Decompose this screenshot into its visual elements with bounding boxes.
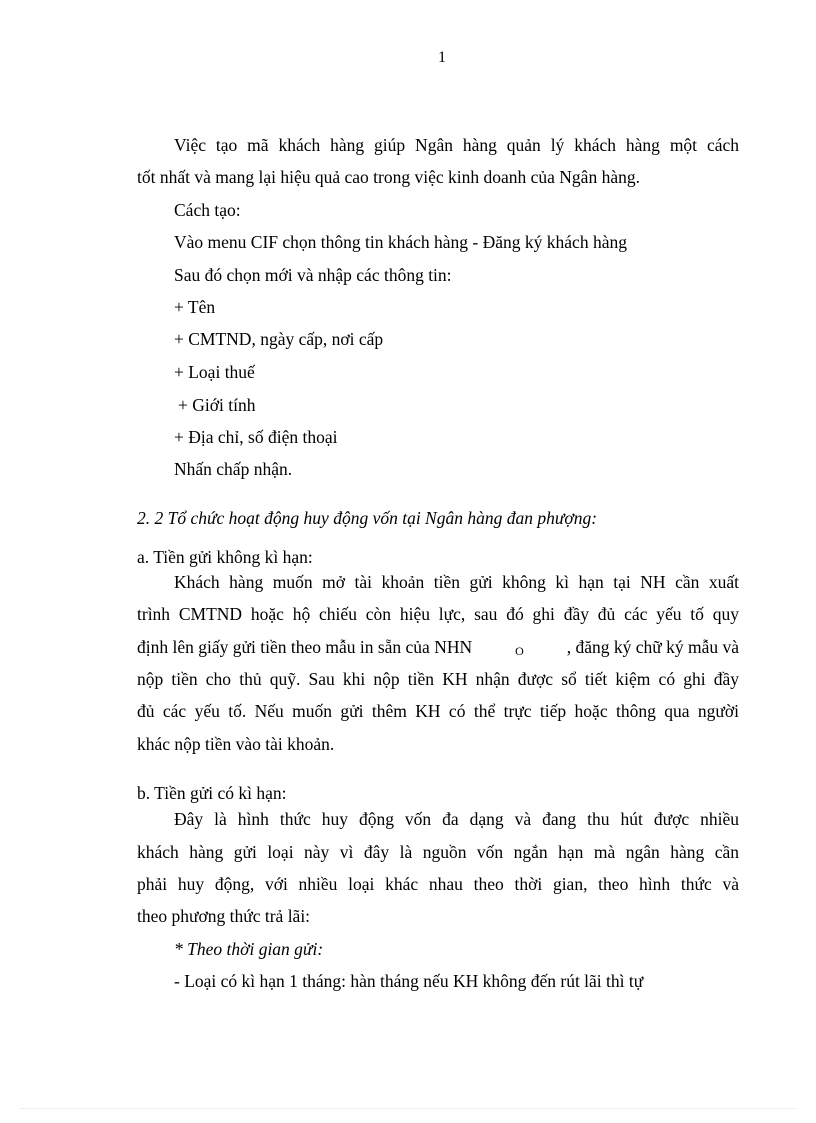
sub-heading: * Theo thời gian gửi: [174,939,324,959]
list-item: + CMTND, ngày cấp, nơi cấp [174,329,384,349]
page-bottom-rule [20,1108,796,1109]
paragraph-line [137,636,739,658]
paragraph-line: Khách hàng muốn mở tài khoản tiền gửi không kì hạn tại NH cần xuất [174,572,739,592]
step-text: Vào menu CIF chọn thông tin khách hàng - Đăng ký khách hàng [174,232,627,252]
section-heading: 2. 2 Tổ chức hoạt động huy động vốn tại Ngân hàng đan phượng: [137,508,598,528]
subscript-text: O [515,644,524,658]
paragraph-line: đủ các yếu tố. Nếu muốn gửi thêm KH có thể trực tiếp hoặc thông qua người [137,701,739,721]
paragraph-line: tốt nhất và mang lại hiệu quả cao trong việc kinh doanh của Ngân hàng. [137,167,640,187]
page-number: 1 [438,49,446,66]
paragraph-line: trình CMTND hoặc hộ chiếu còn hiệu lực, sau đó ghi đầy đủ các yếu tố quy [137,604,739,624]
paragraph-line: Đây là hình thức huy động vốn đa dạng và đang thu hút được nhiều [174,809,739,829]
line-segment: , đăng ký chữ ký mẫu và [566,637,739,657]
paragraph-line: theo phương thức trả lãi: [137,906,311,926]
step-text: Sau đó chọn mới và nhập các thông tin: [174,265,452,285]
paragraph-line: nộp tiền cho thủ quỹ. Sau khi nộp tiền KH nhận được sổ tiết kiệm có ghi đầy [137,669,739,689]
how-to-title: Cách tạo: [174,200,241,220]
subsection-title: b. Tiền gửi có kì hạn: [137,783,287,803]
subsection-title: a. Tiền gửi không kì hạn: [137,547,313,567]
list-item: + Giới tính [178,395,256,415]
line-segment: định lên giấy gửi tiền theo mẫu in sẵn của NHN [137,637,473,657]
list-item: + Loại thuế [174,362,255,382]
list-item: + Tên [174,297,216,317]
list-item: + Địa chỉ, số điện thoại [174,427,338,447]
paragraph-line: khách hàng gửi loại này vì đây là nguồn vốn ngắn hạn mà ngân hàng cần [137,842,739,862]
paragraph-line: phải huy động, với nhiều loại khác nhau theo thời gian, theo hình thức và [137,874,739,894]
paragraph-line: khác nộp tiền vào tài khoản. [137,734,335,754]
confirm-text: Nhấn chấp nhận. [174,459,293,479]
paragraph-line: Việc tạo mã khách hàng giúp Ngân hàng quản lý khách hàng một cách [174,135,739,155]
list-item: - Loại có kì hạn 1 tháng: hàn tháng nếu KH không đến rút lãi thì tự [174,971,644,991]
